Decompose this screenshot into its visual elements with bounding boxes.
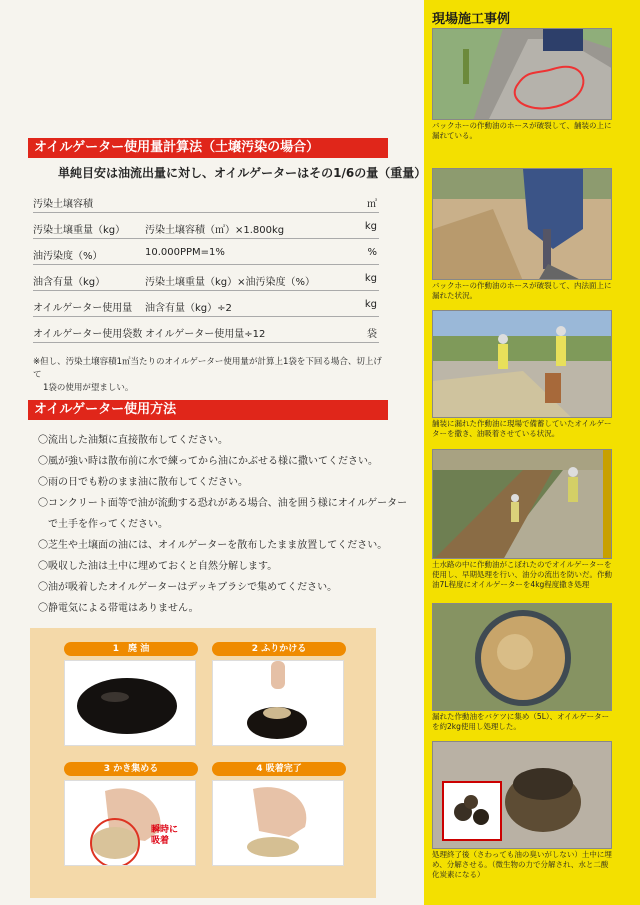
usage-item: 〇風が強い時は散布前に水で練ってから油にかぶせる様に撒いてください。 <box>38 456 378 467</box>
usage-item: 〇静電気による帯電はありません。 <box>38 603 199 614</box>
calc-subtitle: 単純目安は油流出量に対し、オイルゲーターはその1/6の量（重量） <box>58 166 427 180</box>
calc-row <box>33 268 379 291</box>
calc-row-label: 油含有量（kg） <box>33 277 106 288</box>
step-4 <box>212 762 346 866</box>
step-2-label: 2 ふりかける <box>212 642 346 656</box>
case-caption-5: 漏れた作動油をバケツに集め（5L）、オイルゲーターを約2kg使用し処理した。 <box>432 712 610 731</box>
calc-row-formula: 10.000PPM=1% <box>145 247 225 258</box>
case-photo-2 <box>432 168 612 280</box>
usage-item: で土手を作ってください。 <box>48 519 168 530</box>
usage-title: オイルゲーター使用方法 <box>28 400 388 420</box>
step-2-image <box>212 660 344 746</box>
calc-row-formula: オイルゲーター使用量÷12 <box>145 329 266 340</box>
calc-row-label: 汚染土壌重量（kg） <box>33 225 126 236</box>
case-caption-1: バックホーの作動油のホースが破裂して、舗装の上に漏れている。 <box>432 121 612 140</box>
usage-item: 〇油が吸着したオイルゲーターはデッキブラシで集めてください。 <box>38 582 338 593</box>
calc-row-unit: kg <box>364 299 377 310</box>
case-photo-5 <box>432 603 612 711</box>
calc-row-label: 油汚染度（%） <box>33 251 103 262</box>
calc-row-unit: 袋 <box>367 329 377 340</box>
calc-row <box>33 242 379 265</box>
calc-title: オイルゲーター使用量計算法（土壌汚染の場合） <box>28 138 388 158</box>
step-1 <box>64 642 198 746</box>
case-photo-6 <box>432 741 612 849</box>
calc-row-formula: 汚染土壌重量（kg）×油汚染度（%） <box>145 277 316 288</box>
usage-list <box>38 430 408 619</box>
calc-row <box>33 294 379 317</box>
calc-row-formula: 汚染土壌容積（㎥）×1.800kg <box>145 225 285 236</box>
usage-item: 〇コンクリート面等で油が流動する恐れがある場合、油を囲う様にオイルゲーター <box>38 498 408 509</box>
step-3-label: 3 かき集める <box>64 762 198 776</box>
case-caption-6: 処理終了後（さわっても油の臭いがしない）土中に埋め、分解させる。（微生物の力で分解され、水と二酸化炭素になる） <box>432 850 612 879</box>
usage-item: 〇吸収した油は土中に埋めておくと自然分解します。 <box>38 561 278 572</box>
calc-row-formula: 油含有量（kg）÷2 <box>145 303 232 314</box>
step-1-label: 1 廃 油 <box>64 642 198 656</box>
case-study-3 <box>432 310 612 439</box>
step-4-image <box>212 780 344 866</box>
calc-row-unit: % <box>367 247 377 258</box>
calc-note <box>33 356 383 395</box>
calc-row <box>33 320 379 343</box>
calc-row-unit: kg <box>364 221 377 232</box>
step-4-label: 4 吸着完了 <box>212 762 346 776</box>
step-3-callout: 瞬時に 吸着 <box>151 825 179 846</box>
case-caption-2: バックホーの作動油のホースが破裂して、内法面上に漏れた状況。 <box>432 281 612 300</box>
step-1-image <box>64 660 196 746</box>
calc-row-unit: kg <box>364 273 377 284</box>
step-2 <box>212 642 346 746</box>
case-photo-4 <box>432 449 612 559</box>
case-study-6 <box>432 741 612 880</box>
calc-note-line-2: 1袋の使用が望ましい。 <box>43 383 134 393</box>
usage-item: 〇流出した油類に直接散布してください。 <box>38 435 228 446</box>
case-studies-title: 現場施工事例 <box>432 12 511 27</box>
calc-note-line-1: ※但し、汚染土壌容積1㎥当たりのオイルゲーター使用量が計算上1袋を下回る場合、切上げて <box>33 357 382 380</box>
case-study-5 <box>432 603 612 732</box>
case-caption-3: 舗装に漏れた作動油に現場で備蓄していたオイルゲーターを撒き、油吸着させている状況。 <box>432 419 612 438</box>
calc-row-label: オイルゲーター使用量 <box>33 303 133 314</box>
calc-row <box>33 216 379 239</box>
case-study-1 <box>432 28 612 141</box>
case-study-2 <box>432 168 612 301</box>
case-photo-3 <box>432 310 612 418</box>
case-photo-1 <box>432 28 612 120</box>
usage-steps-panel <box>30 628 376 898</box>
usage-item: 〇雨の日でも粉のまま油に散布してください。 <box>38 477 248 488</box>
usage-item: 〇芝生や土壌面の油には、オイルゲーターを散布したまま放置してください。 <box>38 540 388 551</box>
calc-row-label: オイルゲーター使用袋数 <box>33 329 143 340</box>
calc-row <box>33 190 379 213</box>
calc-row-unit: ㎥ <box>367 199 377 210</box>
case-caption-4: 土水路の中に作動油がこぼれたのでオイルゲーターを使用し、早期処理を行い、油分の流出を防いだ。作動油7L程度にオイルゲーターを4kg程度撒き処理 <box>432 560 612 589</box>
step-3-image <box>64 780 196 866</box>
step-3 <box>64 762 198 866</box>
calc-row-label: 汚染土壌容積 <box>33 199 93 210</box>
case-study-4 <box>432 449 612 590</box>
